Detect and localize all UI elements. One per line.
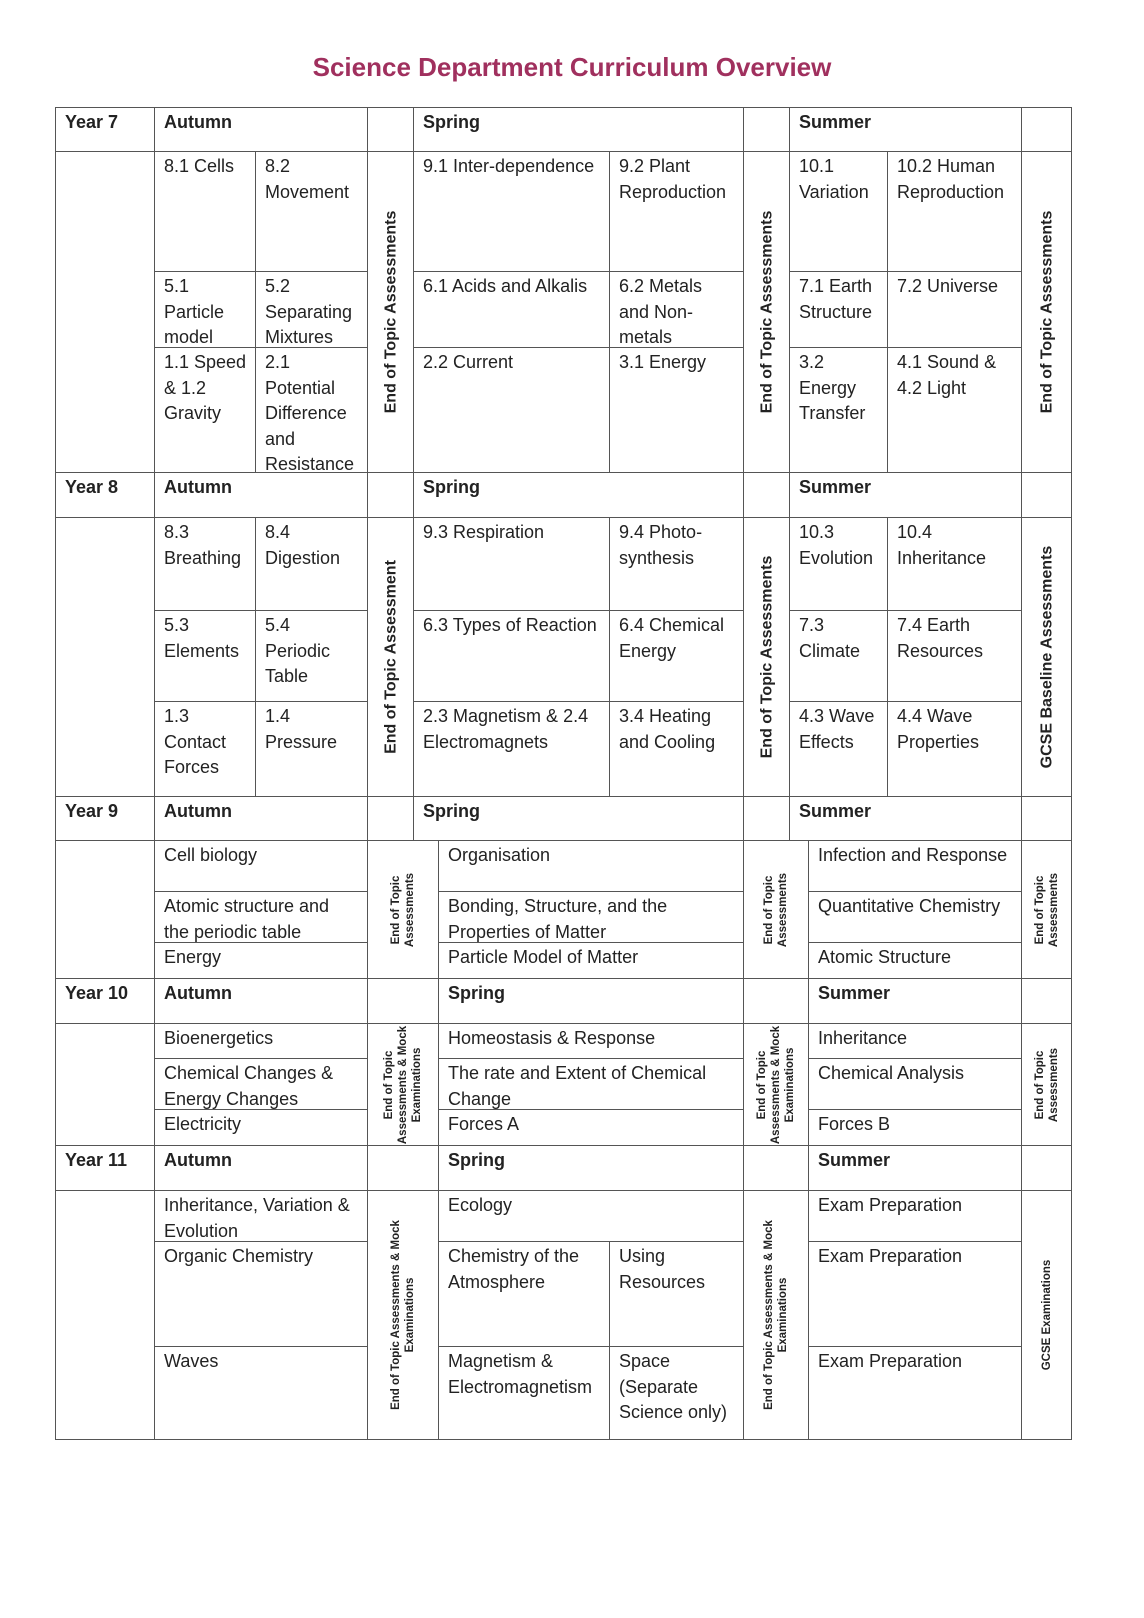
blank-header	[743, 107, 790, 152]
assessment-label: GCSE Examinations	[1040, 1259, 1053, 1371]
autumn-header: Autumn	[154, 978, 368, 1024]
autumn-topic: 5.1 Particle model	[154, 271, 256, 348]
spring-topic: Ecology	[438, 1190, 744, 1242]
assessment-column	[1021, 1023, 1072, 1146]
year-label: Year 11	[55, 1145, 155, 1191]
blank-header	[367, 978, 439, 1024]
year-label: Year 10	[55, 978, 155, 1024]
blank-header	[743, 472, 790, 518]
assessment-column	[1021, 517, 1072, 797]
summer-topic: Atomic Structure	[808, 942, 1022, 979]
spring-header: Spring	[413, 472, 744, 518]
blank-header	[1021, 978, 1072, 1024]
summer-topic: Exam Preparation	[808, 1241, 1022, 1347]
assessment-label: End of Topic Assessments	[1033, 872, 1060, 947]
autumn-topic: 5.3 Elements	[154, 610, 256, 702]
assessment-column	[1021, 1190, 1072, 1440]
summer-topic: 7.3 Climate	[789, 610, 888, 702]
year-spacer	[55, 151, 155, 473]
autumn-topic: Inheritance, Variation & Evolution	[154, 1190, 368, 1242]
summer-topic: Infection and Response	[808, 840, 1022, 892]
assessment-label: End of Topic Assessments	[1033, 1047, 1060, 1122]
summer-topic: Forces B	[808, 1109, 1022, 1146]
spring-topic: 6.4 Chemical Energy	[609, 610, 744, 702]
spring-topic: 6.2 Metals and Non-metals	[609, 271, 744, 348]
year-label: Year 7	[55, 107, 155, 152]
spring-topic: 3.4 Heating and Cooling	[609, 701, 744, 797]
year-label: Year 8	[55, 472, 155, 518]
summer-topic: 10.1 Variation	[789, 151, 888, 272]
summer-topic: 4.4 Wave Properties	[887, 701, 1022, 797]
summer-header: Summer	[789, 107, 1022, 152]
summer-topic: Inheritance	[808, 1023, 1022, 1059]
spring-topic: 9.1 Inter-dependence	[413, 151, 610, 272]
summer-topic: 10.3 Evolution	[789, 517, 888, 611]
summer-topic: 7.4 Earth Resources	[887, 610, 1022, 702]
assessment-column	[743, 151, 790, 473]
autumn-topic: 8.1 Cells	[154, 151, 256, 272]
assessment-label: End of Topic Assessments & Mock Examinations	[756, 1025, 796, 1144]
assessment-label: End of Topic Assessments	[390, 872, 416, 947]
spring-topic: Bonding, Structure, and the Properties of Matter	[438, 891, 744, 943]
assessment-label: End of Topic Assessments	[758, 555, 775, 759]
blank-header	[743, 1145, 809, 1191]
spring-header: Spring	[413, 107, 744, 152]
year-label: Year 9	[55, 796, 155, 841]
assessment-column	[743, 1190, 809, 1440]
summer-topic: 4.3 Wave Effects	[789, 701, 888, 797]
assessment-column	[1021, 151, 1072, 473]
autumn-header: Autumn	[154, 472, 368, 518]
blank-header	[743, 796, 790, 841]
assessment-label: End of Topic Assessments & Mock Examinations	[390, 1220, 416, 1410]
spring-header: Spring	[438, 1145, 744, 1191]
autumn-topic: 8.4 Digestion	[255, 517, 368, 611]
assessment-column	[367, 151, 414, 473]
blank-header	[1021, 107, 1072, 152]
year-spacer	[55, 1023, 155, 1146]
autumn-header: Autumn	[154, 1145, 368, 1191]
summer-topic: 3.2 Energy Transfer	[789, 347, 888, 473]
assessment-column	[367, 840, 439, 979]
blank-header	[367, 796, 414, 841]
spring-topic: Magnetism & Electromagnetism	[438, 1346, 610, 1440]
summer-topic: 10.4 Inheritance	[887, 517, 1022, 611]
assessment-label: GCSE Baseline Assessments	[1038, 545, 1055, 769]
spring-topic: 2.2 Current	[413, 347, 610, 473]
spring-topic: 2.3 Magnetism & 2.4 Electromagnets	[413, 701, 610, 797]
spring-topic: Space (Separate Science only)	[609, 1346, 744, 1440]
spring-topic: Particle Model of Matter	[438, 942, 744, 979]
assessment-column	[367, 517, 414, 797]
spring-topic: 9.4 Photo-synthesis	[609, 517, 744, 611]
assessment-label: End of Topic Assessments	[763, 872, 789, 947]
summer-topic: 10.2 Human Reproduction	[887, 151, 1022, 272]
autumn-topic: 1.4 Pressure	[255, 701, 368, 797]
assessment-label: End of Topic Assessments	[758, 210, 775, 414]
year-spacer	[55, 840, 155, 979]
autumn-topic: 1.1 Speed & 1.2 Gravity	[154, 347, 256, 473]
spring-topic: Homeostasis & Response	[438, 1023, 744, 1059]
summer-header: Summer	[808, 1145, 1022, 1191]
spring-topic: 9.2 Plant Reproduction	[609, 151, 744, 272]
year-spacer	[55, 517, 155, 797]
summer-topic: Chemical Analysis	[808, 1058, 1022, 1110]
spring-header: Spring	[413, 796, 744, 841]
blank-header	[743, 978, 809, 1024]
blank-header	[367, 1145, 439, 1191]
autumn-topic: Organic Chemistry	[154, 1241, 368, 1347]
assessment-column	[743, 1023, 809, 1146]
year-spacer	[55, 1190, 155, 1440]
autumn-topic: 8.3 Breathing	[154, 517, 256, 611]
autumn-topic: Electricity	[154, 1109, 368, 1146]
assessment-column	[367, 1190, 439, 1440]
autumn-topic: Energy	[154, 942, 368, 979]
spring-topic: 9.3 Respiration	[413, 517, 610, 611]
summer-topic: Exam Preparation	[808, 1346, 1022, 1440]
autumn-topic: Waves	[154, 1346, 368, 1440]
spring-topic: 3.1 Energy	[609, 347, 744, 473]
assessment-label: End of Topic Assessments & Mock Examinations	[383, 1025, 423, 1144]
blank-header	[367, 472, 414, 518]
assessment-label: End of Topic Assessments	[1038, 210, 1055, 414]
summer-header: Summer	[789, 472, 1022, 518]
assessment-column	[1021, 840, 1072, 979]
autumn-topic: 1.3 Contact Forces	[154, 701, 256, 797]
assessment-column	[367, 1023, 439, 1146]
spring-topic: Chemistry of the Atmosphere	[438, 1241, 610, 1347]
assessment-label: End of Topic Assessments	[382, 210, 399, 414]
autumn-topic: 8.2 Movement	[255, 151, 368, 272]
spring-topic: The rate and Extent of Chemical Change	[438, 1058, 744, 1110]
autumn-topic: 5.4 Periodic Table	[255, 610, 368, 702]
autumn-header: Autumn	[154, 107, 368, 152]
spring-topic: 6.3 Types of Reaction	[413, 610, 610, 702]
blank-header	[1021, 796, 1072, 841]
summer-topic: Quantitative Chemistry	[808, 891, 1022, 943]
assessment-label: End of Topic Assessments & Mock Examinations	[763, 1220, 789, 1410]
autumn-topic: Atomic structure and the periodic table	[154, 891, 368, 943]
autumn-topic: 5.2 Separating Mixtures	[255, 271, 368, 348]
autumn-topic: Chemical Changes & Energy Changes	[154, 1058, 368, 1110]
page-title: Science Department Curriculum Overview	[312, 52, 832, 82]
spring-header: Spring	[438, 978, 744, 1024]
assessment-label: End of Topic Assessment	[382, 560, 399, 754]
assessment-column	[743, 840, 809, 979]
blank-header	[367, 107, 414, 152]
blank-header	[1021, 1145, 1072, 1191]
summer-topic: Exam Preparation	[808, 1190, 1022, 1242]
summer-header: Summer	[808, 978, 1022, 1024]
spring-topic: Forces A	[438, 1109, 744, 1146]
spring-topic: Using Resources	[609, 1241, 744, 1347]
blank-header	[1021, 472, 1072, 518]
autumn-topic: 2.1 Potential Difference and Resistance	[255, 347, 368, 473]
spring-topic: Organisation	[438, 840, 744, 892]
summer-topic: 7.1 Earth Structure	[789, 271, 888, 348]
summer-topic: 4.1 Sound & 4.2 Light	[887, 347, 1022, 473]
summer-topic: 7.2 Universe	[887, 271, 1022, 348]
autumn-topic: Cell biology	[154, 840, 368, 892]
autumn-header: Autumn	[154, 796, 368, 841]
autumn-topic: Bioenergetics	[154, 1023, 368, 1059]
spring-topic: 6.1 Acids and Alkalis	[413, 271, 610, 348]
assessment-column	[743, 517, 790, 797]
summer-header: Summer	[789, 796, 1022, 841]
